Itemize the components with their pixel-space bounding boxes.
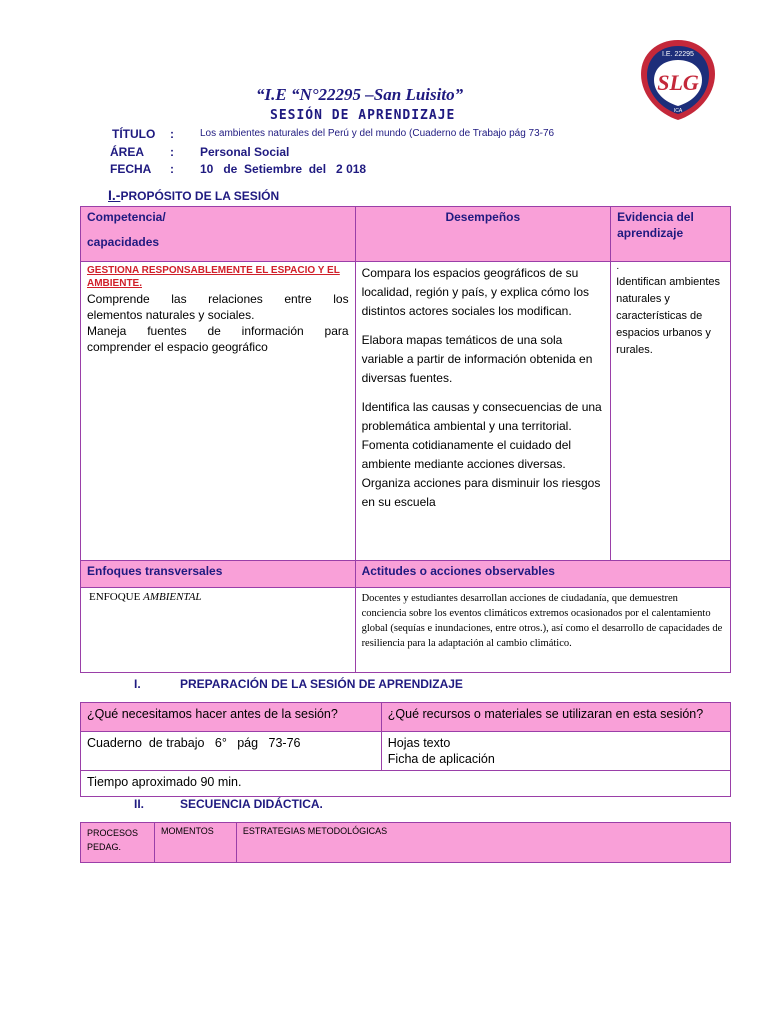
estrategias-header: ESTRATEGIAS METODOLÓGICAS	[242, 826, 388, 836]
school-logo	[639, 38, 717, 122]
fecha-colon: :	[170, 162, 174, 176]
capacidad-2-line2: comprender el espacio geográfico	[87, 340, 268, 354]
session-title: SESIÓN DE APRENDIZAJE	[270, 108, 456, 123]
enfoques-header-cell	[81, 561, 356, 588]
logo-top-text: I.E. 22295	[662, 51, 694, 58]
momentos-cell	[154, 823, 236, 863]
proposito-table	[80, 206, 731, 673]
titulo-colon: :	[170, 127, 174, 141]
actitudes-cell	[355, 588, 730, 673]
titulo-label: TÍTULO	[112, 127, 156, 141]
desempenos-cell	[355, 262, 611, 561]
section2-title: PREPARACIÓN DE LA SESIÓN DE APRENDIZAJE	[180, 677, 463, 691]
fecha-label: FECHA	[110, 162, 152, 176]
desempenos-header-cell	[355, 207, 611, 262]
logo-letters: SLG	[657, 70, 699, 95]
enfoque-value: AMBIENTAL	[143, 591, 202, 603]
enfoque-label: ENFOQUE	[89, 591, 141, 603]
section1-number: I.-	[108, 187, 121, 203]
area-colon: :	[170, 145, 174, 159]
a2-cell	[381, 732, 730, 771]
desempeno-2: Elabora mapas temáticos de una sola variable a partir de información obtenida en diversas fuentes.	[361, 333, 593, 385]
competencia-header-line1: Competencia/	[87, 210, 166, 224]
preparacion-header-row	[81, 703, 731, 732]
enfoque-cell	[81, 588, 356, 673]
tiempo-cell	[81, 771, 731, 797]
a1-text: Cuaderno de trabajo 6° pág 73-76	[87, 736, 301, 750]
school-name: “I.E “N°22295 –San Luisito”	[256, 85, 464, 104]
evidencia-bullet: ·	[616, 263, 620, 274]
evidencia-cell	[611, 262, 731, 561]
evidencia-text: Identifican ambientes naturales y características de espacios urbanos y rurales.	[616, 276, 721, 356]
enfoques-header-row	[81, 561, 731, 588]
q1-header: ¿Qué necesitamos hacer antes de la sesión?	[87, 707, 338, 721]
proposito-content-row	[81, 262, 731, 561]
competencia-text: GESTIONA RESPONSABLEMENTE EL ESPACIO Y EL AMBIENTE.	[87, 265, 340, 289]
secuencia-header-row	[81, 823, 731, 863]
q1-cell	[81, 703, 382, 732]
titulo-value: Los ambientes naturales del Perú y del mundo (Cuaderno de Trabajo pág 73-76	[200, 128, 555, 139]
desempeno-1: Compara los espacios geográficos de su localidad, región y país, y explica cómo los distintos actores sociales los modifican.	[361, 266, 590, 318]
capacidades-cell	[81, 262, 356, 561]
actitudes-header-cell	[355, 561, 730, 588]
q2-cell	[381, 703, 730, 732]
enfoques-content-row	[81, 588, 731, 673]
procesos-cell	[81, 823, 155, 863]
desempenos-header: Desempeños	[445, 210, 521, 224]
tiempo-row	[81, 771, 731, 797]
section2-number: I.	[134, 677, 141, 691]
capacidad-2-line1: Maneja fuentes de información para	[87, 324, 349, 338]
section3-number: II.	[134, 797, 145, 811]
preparacion-table	[80, 702, 731, 797]
desempeno-3: Identifica las causas y consecuencias de una problemática ambiental y una territorial. Fomenta cotidianamente el cuidado del ambiente mediante acciones diversas. Organiza acciones para disminuir los riesgos en su escuela	[361, 400, 602, 509]
section1-title: PROPÓSITO DE LA SESIÓN	[120, 189, 280, 203]
section3-title: SECUENCIA DIDÁCTICA.	[180, 797, 323, 811]
fecha-value: 10 de Setiembre del 2 018	[200, 162, 367, 176]
area-label: ÁREA	[110, 145, 145, 159]
section1-heading	[108, 187, 279, 203]
capacidad-1-line1: Comprende las relaciones entre los	[87, 292, 349, 306]
actitudes-header: Actitudes o acciones observables	[361, 564, 555, 578]
enfoques-header: Enfoques transversales	[87, 564, 223, 578]
estrategias-cell	[236, 823, 730, 863]
actitudes-text: Docentes y estudiantes desarrollan acciones de ciudadanía, que demuestren conciencia sobre los eventos climáticos extremos ocasionados por el calentamiento global (sequías e inundaciones, entre otros.), así como el desarrollo de capacidades de resiliencia para la adaptación al cambio climático.	[361, 593, 723, 649]
momentos-header: MOMENTOS	[160, 826, 214, 836]
evidencia-header-line1: Evidencia del	[617, 210, 694, 224]
logo-bottom-text: ICA	[673, 108, 683, 114]
preparacion-content-row	[81, 732, 731, 771]
competencia-header-line2: capacidades	[87, 235, 160, 249]
evidencia-header-line2: aprendizaje	[617, 226, 684, 240]
procesos-header: PROCESOS PEDAG.	[87, 828, 139, 852]
tiempo-text: Tiempo aproximado 90 min.	[87, 775, 242, 789]
area-value: Personal Social	[200, 145, 290, 159]
a2-line2: Ficha de aplicación	[387, 752, 495, 766]
q2-header: ¿Qué recursos o materiales se utilizaran en esta sesión?	[387, 707, 704, 721]
a1-cell	[81, 732, 382, 771]
secuencia-table	[80, 822, 731, 863]
a2-line1: Hojas texto	[387, 736, 451, 750]
proposito-header-row	[81, 207, 731, 262]
evidencia-header-cell	[611, 207, 731, 262]
capacidad-1-line2: elementos naturales y sociales.	[87, 308, 255, 322]
competencia-header-cell	[81, 207, 356, 262]
